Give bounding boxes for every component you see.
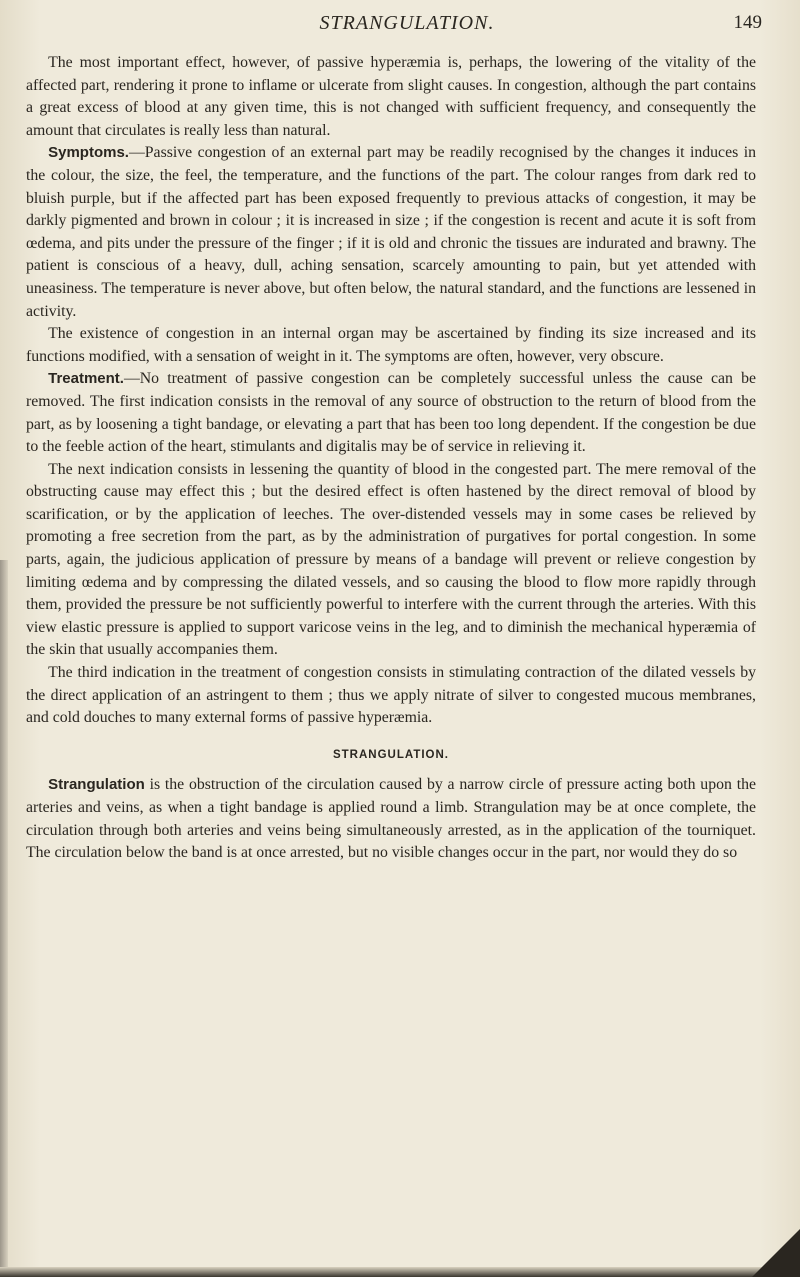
runin-heading: Strangulation bbox=[48, 776, 145, 794]
running-head: STRANGULATION. bbox=[319, 12, 495, 34]
paragraph-text: The most important effect, however, of passive hyperæmia is, perhaps, the lowering of the vitality of the affected part, rendering it prone to inflame or ulcerate from slight causes. In congestion, although the part contains a great excess of blood at any given time, this is not changed with sufficient frequency, and consequently the amount that circulates is really less than natural. bbox=[26, 54, 756, 139]
paragraph bbox=[26, 52, 756, 142]
paragraph-symptoms bbox=[26, 142, 756, 323]
paragraph-text: —Passive congestion of an external part may be readily recognised by the changes it induces in the colour, the size, the feel, the temperature, and the functions of the part. The colour ranges from dark red to bluish purple, but if the affected part has been exposed frequently to previous attacks of congestion, it may be darkly pigmented and brown in colour ; it is increased in size ; if the congestion is recent and acute it is soft from œdema, and pits under the pressure of the finger ; if it is old and chronic the tissues are indurated and brawny. The patient is conscious of a heavy, dull, aching sensation, scarcely amounting to pain, but yet attended with uneasiness. The temperature is never above, but often below, the natural standard, and the functions are lessened in activity. bbox=[26, 144, 756, 320]
paragraph-treatment bbox=[26, 368, 756, 458]
paragraph-text: is the obstruction of the circulation caused by a narrow circle of pressure acting both upon the arteries and veins, as when a tight bandage is applied round a limb. Strangulation may be at once complete, the circulation through both arteries and veins being simultaneously arrested, as in the application of the tourniquet. The circulation below the band is at once arrested, but no visible changes occur in the part, nor would they do so bbox=[26, 776, 756, 862]
section-heading: STRANGULATION. bbox=[332, 748, 449, 761]
paragraph-strangulation bbox=[26, 774, 756, 864]
page-number: 149 bbox=[733, 12, 762, 33]
paragraph-text: The next indication consists in lessening the quantity of blood in the congested part. The mere removal of the obstructing cause may effect this ; but the desired effect is often hastened by the direct removal of blood by scarification, or by the application of leeches. The over-distended vessels may in some cases be relieved by promoting a free secretion from the part, as by the administration of purgatives for portal congestion. In some parts, again, the judicious application of pressure by means of a bandage will prevent or relieve congestion by limiting œdema and by compressing the dilated vessels, and so causing the blood to flow more rapidly through them, provided the pressure be not sufficiently powerful to interfere with the current through the arteries. With this view elastic pressure is applied to support varicose veins in the leg, and to diminish the mechanical hyperæmia of the skin that usually accompanies them. bbox=[26, 460, 756, 659]
body-text bbox=[26, 52, 756, 865]
paragraph bbox=[26, 662, 756, 730]
paragraph bbox=[26, 459, 756, 662]
paragraph-text: —No treatment of passive congestion can be completely successful unless the cause can be removed. The first indication consists in the removal of any source of obstruction to the return of blood from the part, as by loosening a tight bandage, or elevating a part that has been too long dependent. If the congestion be due to the feeble action of the heart, stimulants and digitalis may be of service in relieving it. bbox=[26, 370, 756, 456]
runin-heading: Treatment. bbox=[48, 370, 124, 388]
page-header bbox=[52, 12, 762, 40]
paragraph-text: The existence of congestion in an internal organ may be ascertained by finding its size increased and its functions modified, with a sensation of weight in it. The symptoms are often, however, very obscure. bbox=[26, 325, 756, 365]
page-bottom-edge bbox=[0, 1267, 800, 1277]
paragraph-text: The third indication in the treatment of congestion consists in stimulating contraction of the dilated vessels by the direct application of an astringent to them ; thus we apply nitrate of silver to congested mucous membranes, and cold douches to many external forms of passive hyperæmia. bbox=[26, 664, 756, 727]
runin-heading: Symptoms. bbox=[48, 144, 129, 162]
page-gutter-shadow bbox=[0, 560, 8, 1277]
page-corner bbox=[752, 1229, 800, 1277]
paragraph bbox=[26, 323, 756, 368]
